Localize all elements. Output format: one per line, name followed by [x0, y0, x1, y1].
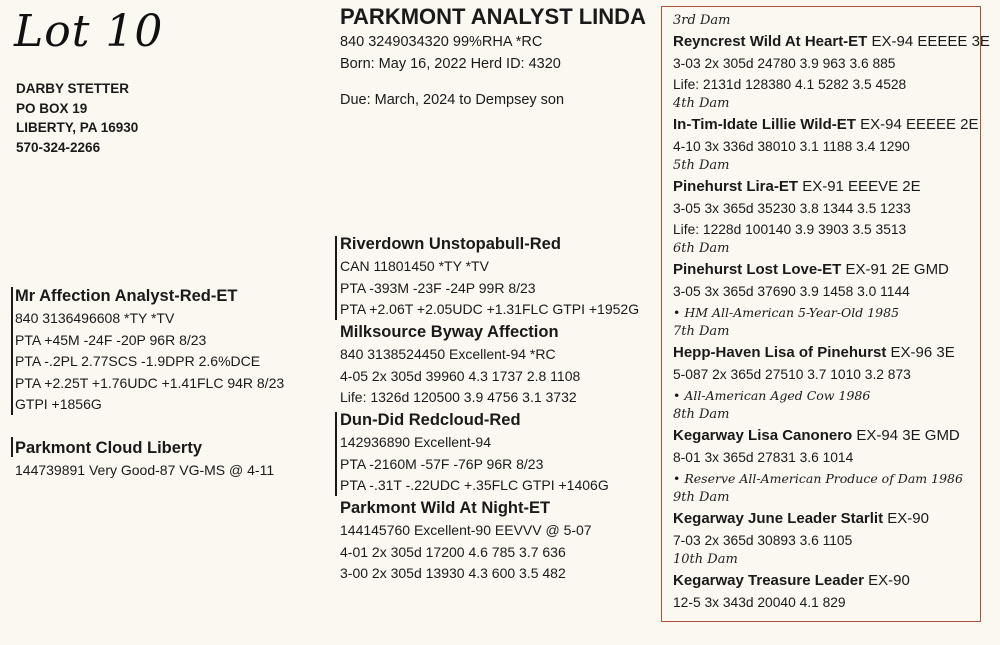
sire-sire-name: Riverdown Unstopabull-Red: [340, 235, 561, 253]
consignor-block: [16, 79, 138, 157]
sire-dam-name: Milksource Byway Affection: [340, 323, 559, 341]
ancestor-dam-record: 8-01 3x 365d 27831 3.6 1014: [673, 450, 854, 465]
ancestor-dam-classification: EX-96 3E: [886, 344, 955, 361]
dam-sire-bracket: [335, 412, 337, 496]
dam-generation-label: 9th Dam: [673, 490, 730, 505]
sire-detail-line: PTA +2.25T +1.76UDC +1.41FLC 94R 8/23: [15, 374, 285, 391]
sire-dam-detail-line: 4-05 2x 305d 39960 4.3 1737 2.8 1108: [340, 367, 581, 384]
ancestor-dam-name: Pinehurst Lira-ET: [673, 178, 799, 195]
ancestor-dam-classification: EX-94 EEEEE 2E: [855, 116, 979, 133]
sire-sire-block: [340, 233, 639, 321]
sire-dam-block: [340, 321, 580, 409]
ancestor-dam-name: Kegarway Lisa Canonero: [673, 427, 853, 444]
ancestor-dam-record: 7-03 2x 365d 30893 3.6 1105: [673, 533, 853, 548]
ancestor-dam-classification: EX-94 3E GMD: [852, 427, 960, 444]
ancestor-dam-name: Kegarway Treasure Leader: [673, 572, 864, 589]
sire-dam-detail-line: 840 3138524450 Excellent-94 *RC: [340, 346, 556, 362]
dam-sire-detail-line: 142936890 Excellent-94: [340, 434, 492, 450]
lot-title: Lot 10: [14, 6, 164, 57]
ancestor-dam-entry: [673, 175, 990, 198]
ancestor-dam-record: Life: 1228d 100140 3.9 3903 3.5 3513: [673, 222, 907, 237]
dam-bracket: [11, 437, 13, 457]
ancestor-dam-record: 3-05 3x 365d 37690 3.9 1458 3.0 1144: [673, 284, 910, 299]
sire-sire-detail-line: PTA +2.06T +2.05UDC +1.31FLC GTPI +1952G: [340, 301, 640, 317]
ancestor-dam-award: • HM All-American 5-Year-Old 1985: [673, 305, 900, 320]
ancestor-dam-classification: EX-91 EEEVE 2E: [798, 178, 921, 195]
subject-block: [340, 3, 646, 111]
dam-generation-label: 7th Dam: [673, 324, 730, 339]
subject-due: Due: March, 2024 to Dempsey son: [340, 92, 565, 108]
maternal-line-list: [673, 12, 990, 613]
dam-dam-detail-line: 4-01 2x 305d 17200 4.6 785 3.7 636: [340, 543, 566, 560]
dam-sire-block: [340, 409, 609, 497]
sire-name: Mr Affection Analyst-Red-ET: [15, 287, 238, 305]
ancestor-dam-award: • All-American Aged Cow 1986: [673, 388, 871, 403]
dam-sire-name: Dun-Did Redcloud-Red: [340, 411, 521, 429]
dam-generation-label: 5th Dam: [673, 158, 730, 173]
ancestor-dam-record: 4-10 3x 336d 38010 3.1 1188 3.4 1290: [673, 139, 910, 154]
ancestor-dam-entry: [673, 424, 990, 447]
dam-sire-detail-line: PTA -2160M -57F -76P 96R 8/23: [340, 455, 544, 472]
consignor-address-line-2: LIBERTY, PA 16930: [16, 120, 139, 135]
ancestor-dam-record: 12-5 3x 343d 20040 4.1 829: [673, 595, 846, 610]
sire-sire-detail-line: CAN 11801450 *TY *TV: [340, 258, 489, 274]
sire-detail-line: 840 3136496608 *TY *TV: [15, 310, 175, 326]
ancestor-dam-entry: [673, 258, 990, 281]
dam-block: [15, 437, 274, 482]
ancestor-dam-name: Kegarway June Leader Starlit: [673, 510, 884, 527]
sire-detail-line: GTPI +1856G: [15, 396, 102, 412]
subject-registration: 840 3249034320 99%RHA *RC: [340, 34, 543, 50]
dam-generation-label: 10th Dam: [673, 552, 738, 567]
sire-detail-line: PTA +45M -24F -20P 96R 8/23: [15, 331, 207, 348]
ancestor-dam-record: 3-03 2x 305d 24780 3.9 963 3.6 885: [673, 56, 896, 71]
ancestor-dam-entry: [673, 341, 990, 364]
ancestor-dam-classification: EX-91 2E GMD: [841, 261, 949, 278]
dam-generation-label: 3rd Dam: [673, 13, 731, 28]
ancestor-dam-record: 3-05 3x 365d 35230 3.8 1344 3.5 1233: [673, 201, 911, 216]
consignor-address-line-1: PO BOX 19: [16, 100, 88, 116]
dam-dam-detail-line: 144145760 Excellent-90 EEVVV @ 5-07: [340, 522, 592, 538]
ancestor-dam-classification: EX-94 EEEEE 3E: [867, 33, 990, 50]
ancestor-dam-record: Life: 2131d 128380 4.1 5282 3.5 4528: [673, 77, 907, 92]
dam-dam-detail-line: 3-00 2x 305d 13930 4.3 600 3.5 482: [340, 565, 566, 581]
ancestor-dam-name: Pinehurst Lost Love-ET: [673, 261, 842, 278]
dam-name: Parkmont Cloud Liberty: [15, 439, 203, 457]
dam-detail-line: 144739891 Very Good-87 VG-MS @ 4-11: [15, 462, 275, 478]
sire-sire-detail-line: PTA -393M -23F -24P 99R 8/23: [340, 279, 536, 296]
ancestor-dam-record: 5-087 2x 365d 27510 3.7 1010 3.2 873: [673, 367, 911, 382]
subject-born: Born: May 16, 2022 Herd ID: 4320: [340, 56, 561, 72]
sire-detail-line: PTA -.2PL 2.77SCS -1.9DPR 2.6%DCE: [15, 353, 261, 369]
dam-dam-name: Parkmont Wild At Night-ET: [340, 499, 551, 517]
ancestor-dam-classification: EX-90: [883, 510, 929, 527]
ancestor-dam-entry: [673, 507, 990, 530]
dam-dam-block: [340, 497, 592, 585]
ancestor-dam-classification: EX-90: [863, 572, 910, 589]
ancestor-dam-entry: [673, 113, 990, 136]
ancestor-dam-award: • Reserve All-American Produce of Dam 1986: [673, 471, 963, 486]
ancestor-dam-entry: [673, 30, 990, 53]
ancestor-dam-name: In-Tim-Idate Lillie Wild-ET: [673, 116, 856, 133]
consignor-name: DARBY STETTER: [16, 81, 130, 96]
dam-generation-label: 4th Dam: [673, 96, 730, 111]
ancestor-dam-name: Hepp-Haven Lisa of Pinehurst: [673, 344, 887, 361]
consignor-phone: 570-324-2266: [16, 139, 101, 155]
sire-dam-detail-line: Life: 1326d 120500 3.9 4756 3.1 3732: [340, 389, 577, 405]
dam-generation-label: 8th Dam: [673, 407, 730, 422]
sire-sire-bracket: [335, 236, 337, 320]
dam-generation-label: 6th Dam: [673, 241, 730, 256]
subject-name: PARKMONT ANALYST LINDA: [340, 4, 646, 29]
sire-bracket: [11, 287, 13, 415]
ancestor-dam-name: Reyncrest Wild At Heart-ET: [673, 33, 868, 50]
ancestor-dam-entry: [673, 569, 990, 592]
sire-block: [15, 285, 284, 416]
dam-sire-detail-line: PTA -.31T -.22UDC +.35FLC GTPI +1406G: [340, 477, 609, 493]
